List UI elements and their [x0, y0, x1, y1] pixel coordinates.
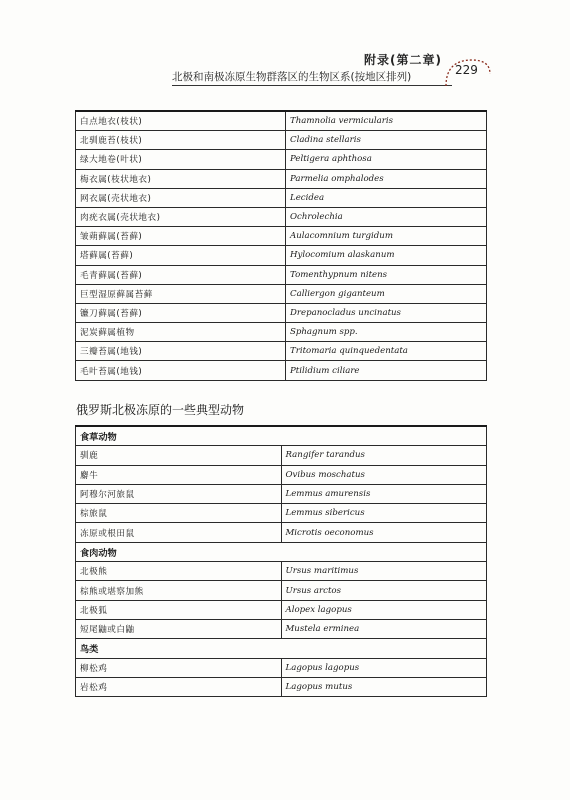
table-row [76, 246, 487, 265]
group-header-row [76, 542, 487, 561]
chapter-label: 附录(第二章) [364, 53, 442, 67]
latin-name-cell: Lemmus sibericus [281, 504, 487, 523]
table-row [76, 562, 487, 581]
page-number: 229 [455, 63, 478, 77]
group-header-cell: 鸟类 [76, 639, 487, 658]
table-row [76, 504, 487, 523]
latin-name-cell: Mustela erminea [281, 619, 487, 638]
table-row [76, 284, 487, 303]
section-title: 俄罗斯北极冻原的一些典型动物 [76, 403, 245, 417]
latin-name-cell: Cladina stellaris [286, 131, 487, 150]
table-row [76, 600, 487, 619]
latin-name-cell: Lagopus lagopus [281, 658, 487, 677]
common-name-cell: 毛青藓属(苔藓) [76, 265, 286, 284]
common-name-cell: 白点地衣(枝状) [76, 111, 286, 131]
latin-name-cell: Ptilidium ciliare [286, 361, 487, 380]
table-row [76, 111, 487, 131]
latin-name-cell: Calliergon giganteum [286, 284, 487, 303]
latin-name-cell: Lemmus amurensis [281, 484, 487, 503]
common-name-cell: 麝牛 [76, 465, 282, 484]
group-header-cell: 食草动物 [76, 426, 487, 446]
latin-name-cell: Ursus maritimus [281, 562, 487, 581]
latin-name-cell: Alopex lagopus [281, 600, 487, 619]
common-name-cell: 北驯鹿苔(枝状) [76, 131, 286, 150]
common-name-cell: 镰刀藓属(苔藓) [76, 303, 286, 322]
common-name-cell: 皱蒴藓属(苔藓) [76, 227, 286, 246]
common-name-cell: 驯鹿 [76, 446, 282, 465]
table-row [76, 207, 487, 226]
latin-name-cell: Lecidea [286, 188, 487, 207]
table-row [76, 619, 487, 638]
latin-name-cell: Tritomaria quinquedentata [286, 342, 487, 361]
table-row [76, 361, 487, 380]
common-name-cell: 柳松鸡 [76, 658, 282, 677]
group-header-row [76, 426, 487, 446]
table-row [76, 484, 487, 503]
latin-name-cell: Ursus arctos [281, 581, 487, 600]
group-header-cell: 食肉动物 [76, 542, 487, 561]
latin-name-cell: Aulacomnium turgidum [286, 227, 487, 246]
latin-name-cell: Tomenthypnum nitens [286, 265, 487, 284]
latin-name-cell: Lagopus mutus [281, 677, 487, 696]
latin-name-cell: Rangifer tarandus [281, 446, 487, 465]
common-name-cell: 北极狐 [76, 600, 282, 619]
table-row [76, 265, 487, 284]
latin-name-cell: Drepanocladus uncinatus [286, 303, 487, 322]
table-row [76, 131, 487, 150]
table-row [76, 150, 487, 169]
table-row [76, 169, 487, 188]
common-name-cell: 冻原或根田鼠 [76, 523, 282, 542]
latin-name-cell: Microtis oeconomus [281, 523, 487, 542]
table-row [76, 323, 487, 342]
plants-table [75, 110, 487, 381]
common-name-cell: 塔藓属(苔藓) [76, 246, 286, 265]
common-name-cell: 梅衣属(枝状地衣) [76, 169, 286, 188]
common-name-cell: 毛叶苔属(地钱) [76, 361, 286, 380]
table-row [76, 342, 487, 361]
latin-name-cell: Hylocomium alaskanum [286, 246, 487, 265]
page-header [0, 0, 570, 100]
common-name-cell: 肉疣衣属(壳状地衣) [76, 207, 286, 226]
table-row [76, 523, 487, 542]
group-header-row [76, 639, 487, 658]
latin-name-cell: Ovibus moschatus [281, 465, 487, 484]
common-name-cell: 三瓣苔属(地钱) [76, 342, 286, 361]
latin-name-cell: Ochrolechia [286, 207, 487, 226]
latin-name-cell: Sphagnum spp. [286, 323, 487, 342]
common-name-cell: 绿大地卷(叶状) [76, 150, 286, 169]
common-name-cell: 网衣属(壳状地衣) [76, 188, 286, 207]
common-name-cell: 短尾鼬或白鼬 [76, 619, 282, 638]
table-row [76, 446, 487, 465]
common-name-cell: 北极熊 [76, 562, 282, 581]
table-row [76, 188, 487, 207]
table-row [76, 227, 487, 246]
table-row [76, 303, 487, 322]
common-name-cell: 岩松鸡 [76, 677, 282, 696]
latin-name-cell: Thamnolia vermicularis [286, 111, 487, 131]
latin-name-cell: Peltigera aphthosa [286, 150, 487, 169]
table-row [76, 581, 487, 600]
latin-name-cell: Parmelia omphalodes [286, 169, 487, 188]
common-name-cell: 棕熊或堪察加熊 [76, 581, 282, 600]
common-name-cell: 泥炭藓属植物 [76, 323, 286, 342]
common-name-cell: 阿穆尔河旅鼠 [76, 484, 282, 503]
header-rule [172, 85, 452, 86]
header-subtitle: 北极和南极冻原生物群落区的生物区系(按地区排列) [172, 71, 412, 83]
common-name-cell: 巨型湿原藓属苔藓 [76, 284, 286, 303]
animals-table [75, 425, 487, 697]
table-row [76, 465, 487, 484]
table-row [76, 658, 487, 677]
table-row [76, 677, 487, 696]
common-name-cell: 棕旅鼠 [76, 504, 282, 523]
